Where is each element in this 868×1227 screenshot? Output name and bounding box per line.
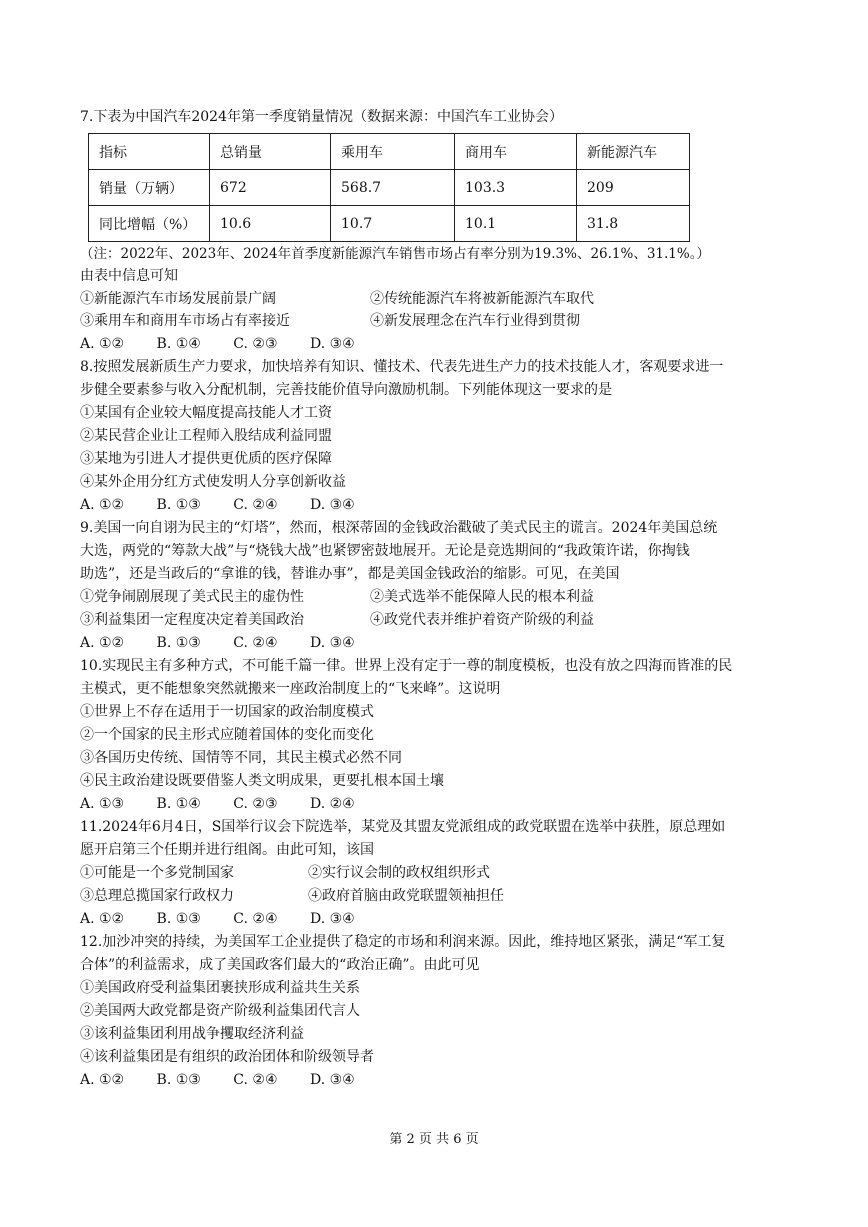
q9-stem-line-3: 助选”，还是当政后的“拿谁的钱，替谁办事”，都是美国金钱政治的缩影。可见，在美国 (80, 566, 620, 582)
table-row (89, 206, 690, 242)
q11-stem-line-2: 愿开启第三个任期并进行组阁。由此可知，该国 (80, 842, 374, 858)
q9-options-row-2 (80, 609, 800, 631)
table-cell: 销量（万辆） (89, 170, 210, 206)
q11-option-1: ①可能是一个多党制国家 (80, 865, 234, 881)
q12-option-4: ④该利益集团是有组织的政治团体和阶级领导者 (80, 1049, 374, 1065)
q11-option-2: ②实行议会制的政权组织形式 (308, 865, 490, 881)
q9-option-3: ③利益集团一定程度决定着美国政治 (80, 612, 304, 628)
q8-stem-line-1: 8.按照发展新质生产力要求，加快培养有知识、懂技术、代表先进生产力的技术技能人才，客观要求进一 (80, 359, 724, 375)
q11-choices: A. ①② B. ①③ C. ②④ D. ③④ (80, 911, 355, 927)
table-cell: 乘用车 (331, 134, 455, 170)
q9-option-2: ②美式选举不能保障人民的根本利益 (370, 589, 594, 605)
q8-option-4: ④某外企用分红方式使发明人分享创新收益 (80, 474, 346, 490)
q7-option-2: ②传统能源汽车将被新能源汽车取代 (370, 291, 594, 307)
table-cell: 同比增幅（%） (89, 206, 210, 242)
table-row (89, 170, 690, 206)
q7-lead: 由表中信息可知 (80, 268, 178, 284)
table-cell: 总销量 (210, 134, 331, 170)
q7-choices: A. ①② B. ①④ C. ②③ D. ③④ (80, 336, 355, 352)
q11-options-row-2 (80, 885, 800, 907)
q7-options-row-2 (80, 310, 800, 332)
table-cell: 指标 (89, 134, 210, 170)
q9-option-1: ①党争闹剧展现了美式民主的虚伪性 (80, 589, 304, 605)
q11-option-3: ③总理总揽国家行政权力 (80, 888, 234, 904)
q8-stem-line-2: 步健全要素参与收入分配机制，完善技能价值导向激励机制。下列能体现这一要求的是 (80, 382, 612, 398)
q10-option-3: ③各国历史传统、国情等不同，其民主模式必然不同 (80, 750, 402, 766)
table-header-row (89, 134, 690, 170)
table-cell: 10.1 (455, 206, 577, 242)
table-cell: 568.7 (331, 170, 455, 206)
q8-choices: A. ①② B. ①③ C. ②④ D. ③④ (80, 497, 355, 513)
q8-option-2: ②某民营企业让工程师入股结成利益同盟 (80, 428, 332, 444)
car-sales-table (88, 133, 690, 242)
page-number-footer: 第 2 页 共 6 页 (389, 1132, 479, 1147)
table-cell: 10.6 (210, 206, 331, 242)
q10-choices: A. ①③ B. ①④ C. ②③ D. ②④ (80, 796, 355, 812)
q11-option-4: ④政府首脑由政党联盟领袖担任 (308, 888, 504, 904)
q9-options-row-1 (80, 586, 800, 608)
q12-stem-line-2: 合体”的利益需求，成了美国政客们最大的“政治正确”。由此可见 (80, 957, 480, 973)
q7-option-4: ④新发展理念在汽车行业得到贯彻 (370, 313, 580, 329)
q7-note: （注：2022年、2023年、2024年首季度新能源汽车销售市场占有率分别为19.3%、26.1%、31.1%。） (80, 246, 710, 262)
q10-stem-line-2: 主模式，更不能想象突然就搬来一座政治制度上的“飞来峰”。这说明 (80, 681, 501, 697)
q10-option-1: ①世界上不存在适用于一切国家的政治制度模式 (80, 704, 374, 720)
table-cell: 103.3 (455, 170, 577, 206)
q9-stem-line-2: 大选，两党的“筹款大战”与“烧钱大战”也紧锣密鼓地展开。无论是竞选期间的“我政策许诺，你掏钱 (80, 543, 690, 559)
table-cell: 672 (210, 170, 331, 206)
q8-option-1: ①某国有企业较大幅度提高技能人才工资 (80, 405, 332, 421)
q8-option-3: ③某地为引进人才提供更优质的医疗保障 (80, 451, 332, 467)
q7-option-3: ③乘用车和商用车市场占有率接近 (80, 313, 290, 329)
table-cell: 新能源汽车 (577, 134, 690, 170)
table-cell: 10.7 (331, 206, 455, 242)
q7-options-row-1 (80, 288, 800, 310)
q9-option-4: ④政党代表并维护着资产阶级的利益 (370, 612, 594, 628)
q7-stem: 7.下表为中国汽车2024年第一季度销量情况（数据来源：中国汽车工业协会） (80, 109, 563, 125)
table-cell: 31.8 (577, 206, 690, 242)
q9-choices: A. ①② B. ①③ C. ②④ D. ③④ (80, 635, 355, 651)
q12-stem-line-1: 12.加沙冲突的持续，为美国军工企业提供了稳定的市场和利润来源。因此，维持地区紧张，满足“军工复 (80, 934, 726, 950)
q12-option-2: ②美国两大政党都是资产阶级利益集团代言人 (80, 1003, 360, 1019)
table-cell: 209 (577, 170, 690, 206)
table-cell: 商用车 (455, 134, 577, 170)
q11-stem-line-1: 11.2024年6月4日，S国举行议会下院选举，某党及其盟友党派组成的政党联盟在选举中获胜，原总理如 (80, 819, 726, 835)
q10-option-4: ④民主政治建设既要借鉴人类文明成果，更要扎根本国土壤 (80, 773, 444, 789)
q12-option-1: ①美国政府受利益集团裹挟形成利益共生关系 (80, 980, 360, 996)
q12-option-3: ③该利益集团利用战争攫取经济利益 (80, 1026, 304, 1042)
q10-stem-line-1: 10.实现民主有多种方式，不可能千篇一律。世界上没有定于一尊的制度模板，也没有放之四海而皆准的民 (80, 658, 733, 674)
q11-options-row-1 (80, 862, 800, 884)
q12-choices: A. ①② B. ①③ C. ②④ D. ③④ (80, 1072, 355, 1088)
q9-stem-line-1: 9.美国一向自诩为民主的“灯塔”，然而，根深蒂固的金钱政治戳破了美式民主的谎言。2024年美国总统 (80, 520, 718, 536)
q10-option-2: ②一个国家的民主形式应随着国体的变化而变化 (80, 727, 374, 743)
q7-option-1: ①新能源汽车市场发展前景广阔 (80, 291, 276, 307)
